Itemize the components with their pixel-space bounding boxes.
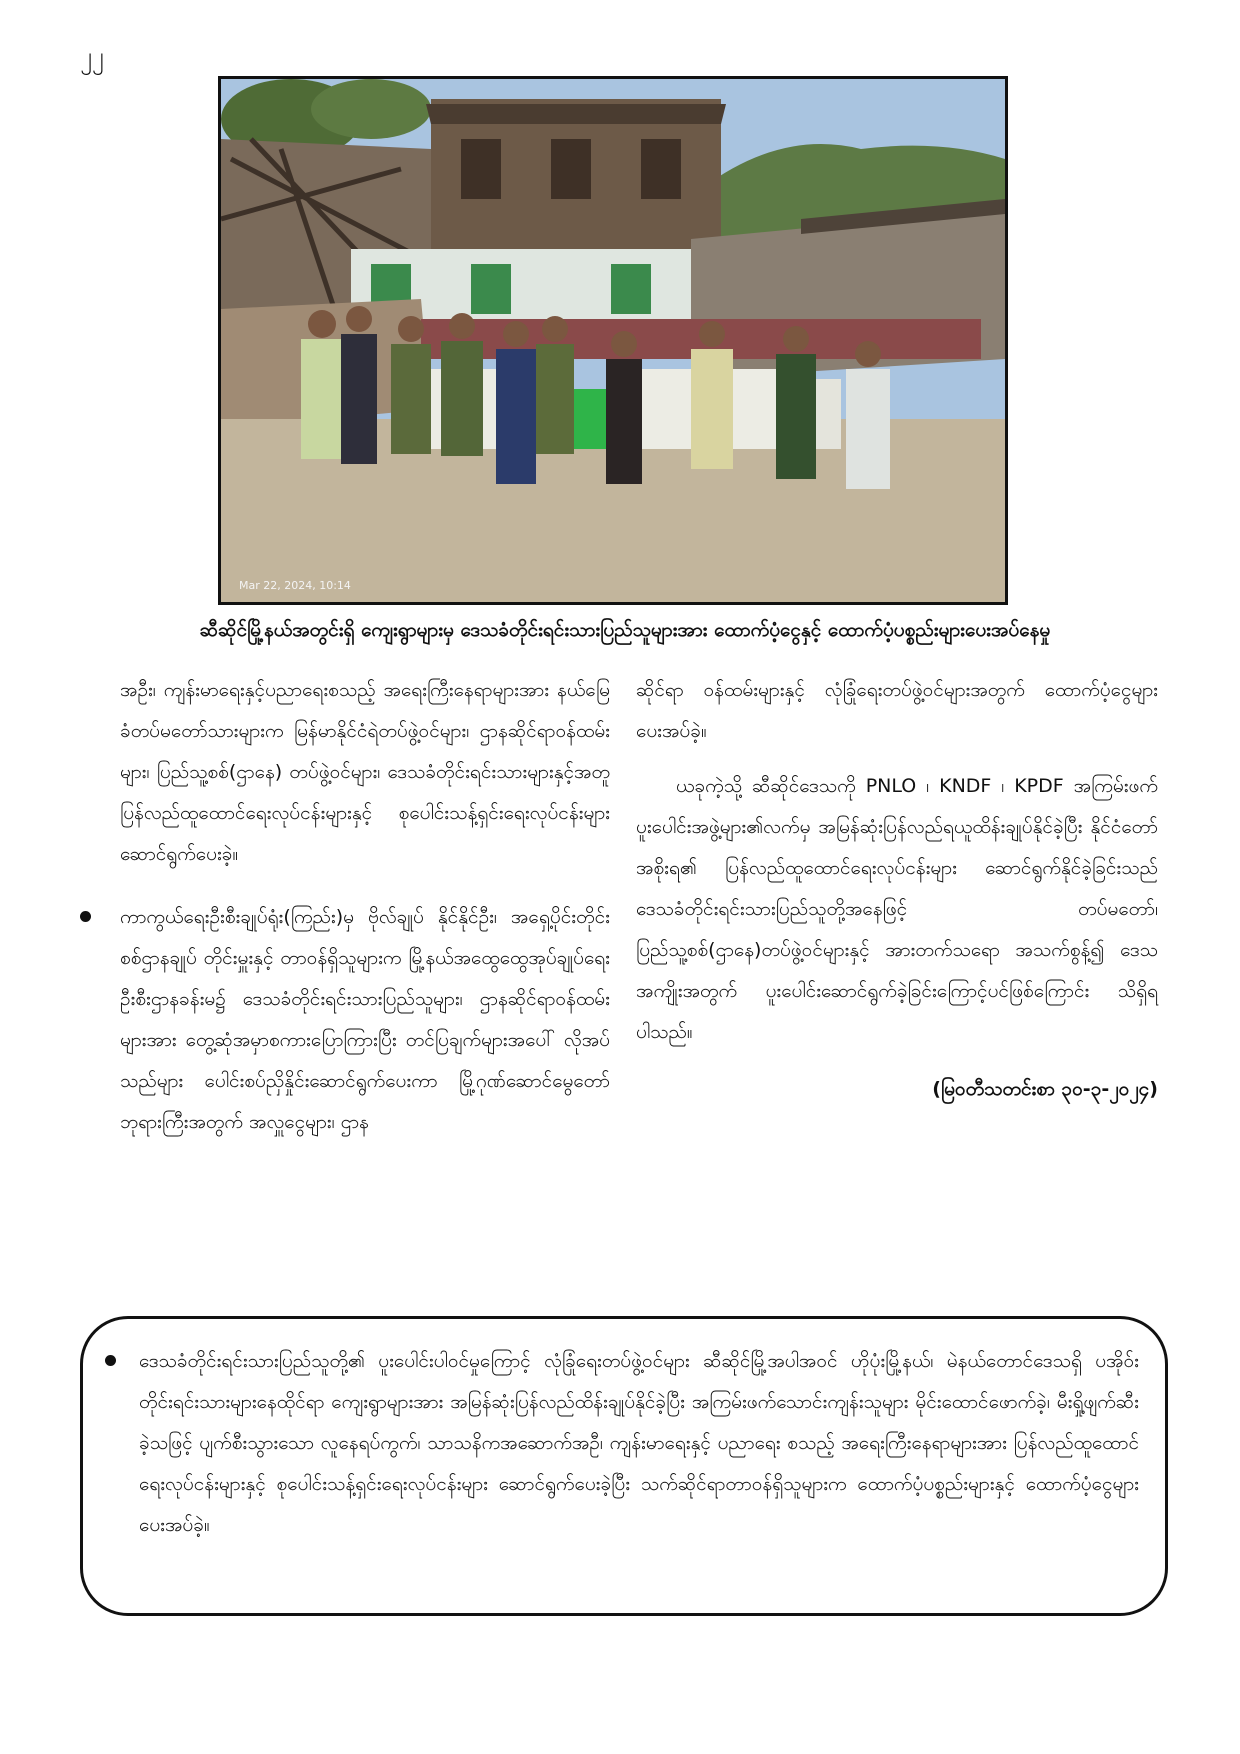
summary-box	[80, 1316, 1168, 1616]
photo-timestamp: Mar 22, 2024, 10:14	[239, 579, 351, 592]
summary-text: ဒေသခံတိုင်းရင်းသားပြည်သူတို့၏ ပူးပေါင်းပါဝင်မှုကြောင့် လုံခြုံရေးတပ်ဖွဲ့ဝင်များ ဆီဆိုင်မြို့အပါအဝင် ဟိုပုံးမြို့နယ်၊ မဲနယ်တောင်ဒေသရှိ ပအိုဝ်းတိုင်းရင်းသားများနေထိုင်ရာ ကျေးရွာများအား အမြန်ဆုံးပြန်လည်ထိန်းချုပ်နိုင်ခဲ့ပြီး အကြမ်းဖက်သောင်းကျန်းသူများ မိုင်းထောင်ဖောက်ခဲ့၊ မီးရှို့ဖျက်ဆီးခဲ့သဖြင့် ပျက်စီးသွားသော လူနေရပ်ကွက်၊ သာသနိကအဆောက်အဦ၊ ကျန်းမာရေးနှင့် ပညာရေး စသည့် အရေးကြီးနေရာများအား ပြန်လည်ထူထောင်ရေးလုပ်ငန်းများနှင့် စုပေါင်းသန့်ရှင်းရေးလုပ်ငန်းများ ဆောင်ရွက်ပေးခဲ့ပြီး သက်ဆိုင်ရာတာဝန်ရှိသူများက ထောက်ပံ့ပစ္စည်းများနှင့် ထောက်ပံ့ငွေများပေးအပ်ခဲ့။	[139, 1350, 1139, 1536]
source-citation: (မြဝတီသတင်းစာ ၃၀-၃-၂၀၂၄)	[932, 1078, 1158, 1100]
right-paragraph-1: ဆိုင်ရာ ဝန်ထမ်းများနှင့် လုံခြုံရေးတပ်ဖွဲ့ဝင်များအတွက် ထောက်ပံ့ငွေများ ပေးအပ်ခဲ့။	[636, 679, 1158, 742]
left-bullet-paragraph	[120, 897, 610, 1143]
right-column	[636, 670, 1158, 1110]
news-photo	[218, 76, 1008, 605]
photo-caption: ဆီဆိုင်မြို့နယ်အတွင်းရှိ ကျေးရွာများမှ ဒေသခံတိုင်းရင်းသားပြည်သူများအား ထောက်ပံ့ငွေနှင့် ထောက်ပံ့ပစ္စည်းများပေးအပ်နေမှု	[199, 619, 1051, 641]
bullet-icon	[105, 1355, 116, 1366]
summary-text-wrapper	[139, 1341, 1139, 1546]
left-column	[120, 670, 610, 1143]
left-paragraph-1: အဦး၊ ကျန်းမာရေးနှင့်ပညာရေးစသည့် အရေးကြီးနေရာများအား နယ်မြေခံတပ်မတော်သားများက မြန်မာနိုင်ငံရဲတပ်ဖွဲ့ဝင်များ၊ ဌာနဆိုင်ရာဝန်ထမ်းများ၊ ပြည်သူ့စစ်(ဌာနေ) တပ်ဖွဲ့ဝင်များ၊ ဒေသခံတိုင်းရင်းသားများနှင့်အတူ ပြန်လည်ထူထောင်ရေးလုပ်ငန်းများနှင့် စုပေါင်းသန့်ရှင်းရေးလုပ်ငန်းများ ဆောင်ရွက်ပေးခဲ့။	[120, 679, 610, 865]
left-paragraph-2: ကာကွယ်ရေးဦးစီးချုပ်ရုံး(ကြည်း)မှ ဗိုလ်ချုပ် နိုင်နိုင်ဦး၊ အရှေ့ပိုင်းတိုင်းစစ်ဌာနချုပ် တိုင်းမှူးနှင့် တာဝန်ရှိသူများက မြို့နယ်အထွေထွေအုပ်ချုပ်ရေးဦးစီးဌာနခန်းမ၌ ဒေသခံတိုင်းရင်းသားပြည်သူများ၊ ဌာနဆိုင်ရာဝန်ထမ်းများအား တွေ့ဆုံအမှာစကားပြောကြားပြီး တင်ပြချက်များအပေါ် လိုအပ်သည်များ ပေါင်းစပ်ညှိနှိုင်းဆောင်ရွက်ပေးကာ မြို့ဂုဏ်ဆောင်မွေတော်ဘုရားကြီးအတွက် အလှူငွေများ၊ ဌာန	[120, 906, 610, 1133]
page-number: ၂၂	[80, 42, 104, 70]
right-paragraph-2: ယခုကဲ့သို့ ဆီဆိုင်ဒေသကို PNLO ၊ KNDF ၊ KPDF အကြမ်းဖက်ပူးပေါင်းအဖွဲ့များ၏လက်မှ အမြန်ဆုံးပြန်လည်ရယူထိန်းချုပ်နိုင်ခဲ့ပြီး နိုင်ငံတော်အစိုးရ၏ ပြန်လည်ထူထောင်ရေးလုပ်ငန်းများ ဆောင်ရွက်နိုင်ခဲ့ခြင်းသည် ဒေသခံတိုင်းရင်းသားပြည်သူတို့အနေဖြင့် တပ်မတော်၊ ပြည်သူ့စစ်(ဌာနေ)တပ်ဖွဲ့ဝင်များနှင့် အားတက်သရော အသက်စွန့်၍ ဒေသအကျိုးအတွက် ပူးပေါင်းဆောင်ရွက်ခဲ့ခြင်းကြောင့်ပင်ဖြစ်ကြောင်း သိရှိရပါသည်။	[636, 775, 1158, 1043]
bullet-icon	[80, 911, 91, 922]
